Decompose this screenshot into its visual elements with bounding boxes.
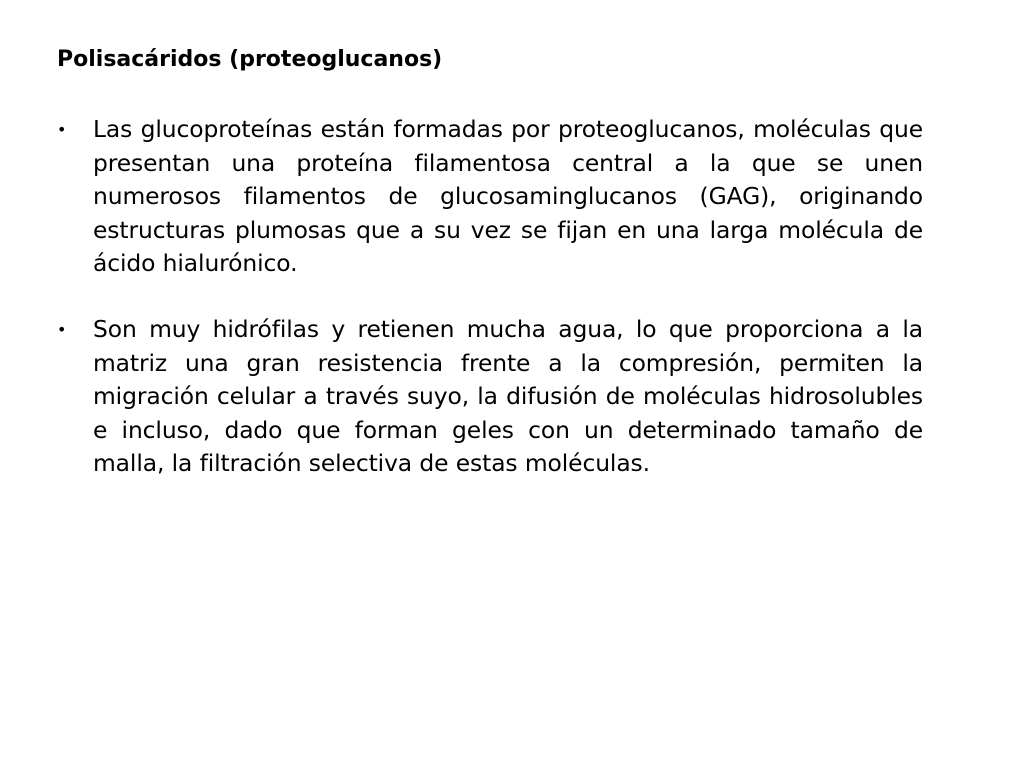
bullet-list (57, 113, 923, 513)
bullet-item (57, 113, 923, 281)
bullet-item (57, 313, 923, 481)
bullet-marker: • (57, 319, 67, 339)
bullet-marker: • (57, 120, 67, 139)
slide-title: Polisacáridos (proteoglucanos) (57, 47, 443, 72)
bullet-text: Las glucoproteínas están formadas por proteoglucanos, moléculas que presentan una proteína filamentosa central a la que se unen numerosos filamentos de glucosaminglucanos (GAG), originando estructuras plumosas que a su vez se fijan en una larga molécula de ácido hialurónico. (93, 115, 923, 278)
bullet-text: Son muy hidrófilas y retienen mucha agua, lo que proporciona a la matriz una gran resistencia frente a la compresión, permiten la migración celular a través suyo, la difusión de moléculas hidrosolubles e incluso, dado que forman geles con un determinado tamaño de malla, la filtración selectiva de estas moléculas. (93, 314, 923, 478)
